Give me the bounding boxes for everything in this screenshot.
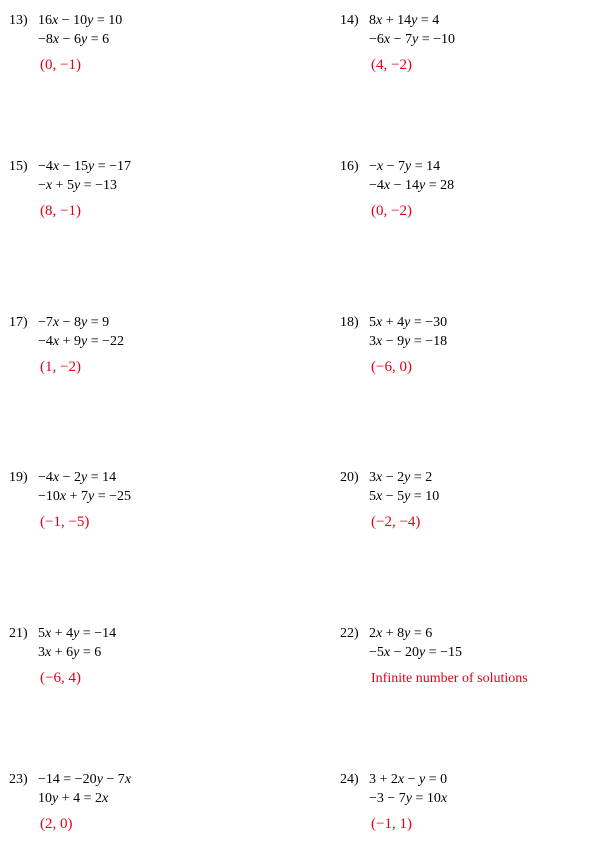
- answer: (1, −2): [40, 359, 81, 375]
- equation-2: 5x − 5y = 10: [369, 489, 440, 504]
- answer: (−1, −5): [40, 514, 90, 530]
- equation-1: 16x − 10y = 10: [38, 13, 123, 28]
- equation-2: −4x − 14y = 28: [369, 178, 455, 193]
- equation-2: −3 − 7y = 10x: [369, 791, 448, 806]
- answer: (−6, 0): [371, 359, 412, 375]
- answer: (0, −1): [40, 57, 81, 73]
- problem-number: 13): [9, 13, 28, 28]
- equation-1: −x − 7y = 14: [369, 159, 441, 174]
- equation-1: −4x − 15y = −17: [38, 159, 132, 174]
- problem-number: 15): [9, 159, 28, 174]
- equation-2: −8x − 6y = 6: [38, 32, 110, 47]
- answer: (4, −2): [371, 57, 412, 73]
- equation-1: 5x + 4y = −14: [38, 626, 117, 641]
- equation-2: 3x + 6y = 6: [38, 645, 102, 660]
- problem-number: 14): [340, 13, 359, 28]
- answer: (0, −2): [371, 203, 412, 219]
- answer: (−6, 4): [40, 670, 81, 686]
- answer: (−1, 1): [371, 816, 412, 832]
- equation-1: 3x − 2y = 2: [369, 470, 433, 485]
- problem-number: 19): [9, 470, 28, 485]
- answer: (2, 0): [40, 816, 73, 832]
- equation-1: 5x + 4y = −30: [369, 315, 448, 330]
- problem-number: 23): [9, 772, 28, 787]
- problem-number: 24): [340, 772, 359, 787]
- answer: Infinite number of solutions: [371, 671, 528, 686]
- equation-2: −6x − 7y = −10: [369, 32, 456, 47]
- equation-2: 3x − 9y = −18: [369, 334, 448, 349]
- problem-number: 20): [340, 470, 359, 485]
- problem-number: 22): [340, 626, 359, 641]
- problem-number: 21): [9, 626, 28, 641]
- equation-2: −4x + 9y = −22: [38, 334, 125, 349]
- problem-number: 18): [340, 315, 359, 330]
- equation-2: −10x + 7y = −25: [38, 489, 132, 504]
- equation-2: 10y + 4 = 2x: [38, 791, 109, 806]
- equation-1: 3 + 2x − y = 0: [369, 772, 448, 787]
- equation-2: −5x − 20y = −15: [369, 645, 463, 660]
- equation-1: −14 = −20y − 7x: [38, 772, 132, 787]
- equation-1: 8x + 14y = 4: [369, 13, 440, 28]
- equation-1: 2x + 8y = 6: [369, 626, 433, 641]
- equation-1: −4x − 2y = 14: [38, 470, 117, 485]
- equation-1: −7x − 8y = 9: [38, 315, 110, 330]
- problem-number: 16): [340, 159, 359, 174]
- answer: (−2, −4): [371, 514, 421, 530]
- answer: (8, −1): [40, 203, 81, 219]
- equation-2: −x + 5y = −13: [38, 178, 118, 193]
- problem-number: 17): [9, 315, 28, 330]
